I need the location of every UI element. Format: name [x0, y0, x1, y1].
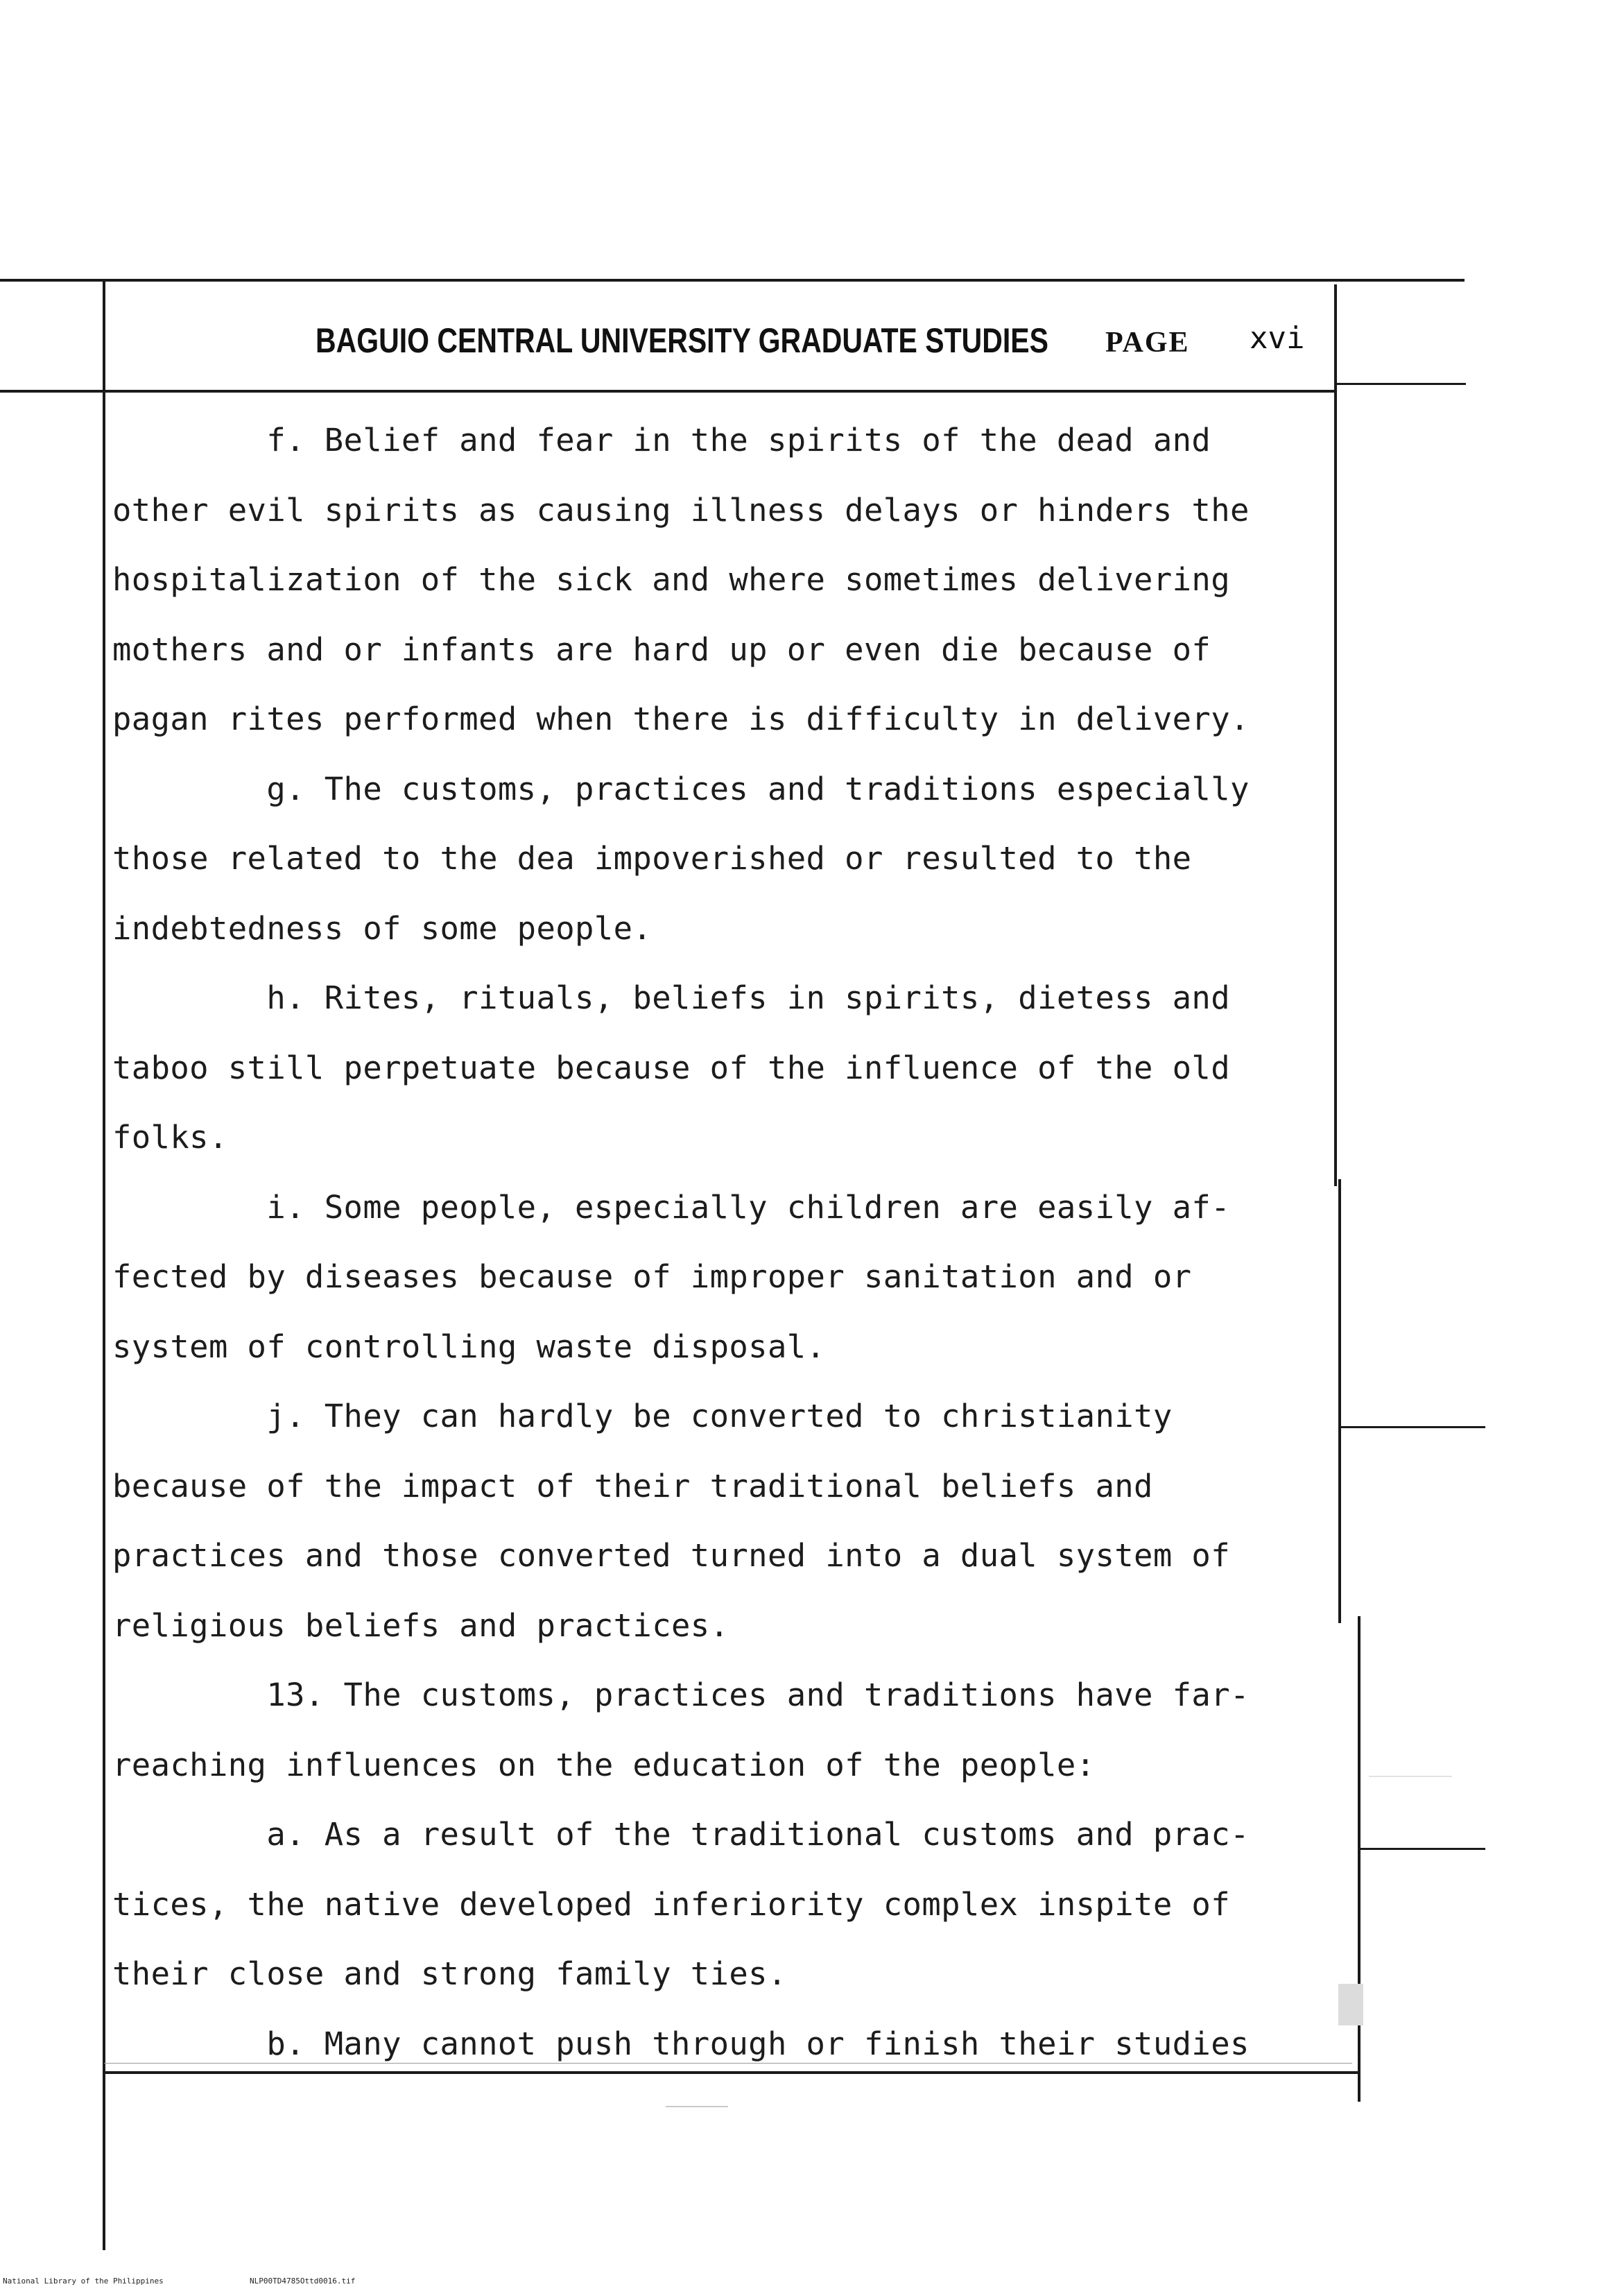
footer-source-label: National Library of the Philippines: [3, 2277, 164, 2286]
scan-speck: [1338, 1984, 1363, 2025]
text-line: tices, the native developed inferiority complex inspite of: [112, 1885, 1231, 1923]
left-margin-rule: [103, 280, 105, 2250]
header-right-rule: [1337, 383, 1466, 385]
text-line: a. As a result of the traditional customs and prac-: [112, 1816, 1250, 1853]
right-margin-rule-upper: [1334, 284, 1337, 1186]
page-number: xvi: [1250, 320, 1305, 356]
right-side-rule-2: [1359, 1848, 1485, 1850]
text-line: taboo still perpetuate because of the influence of the old: [112, 1049, 1231, 1086]
text-line: j. They can hardly be converted to christianity: [112, 1398, 1173, 1434]
right-margin-rule-middle: [1338, 1179, 1341, 1623]
top-rule: [0, 279, 1465, 282]
header-bottom-rule: [0, 390, 1337, 393]
text-line: because of the impact of their traditional beliefs and: [112, 1467, 1153, 1504]
text-line: i. Some people, especially children are easily af-: [112, 1188, 1231, 1226]
text-line: 13. The customs, practices and traditions have far-: [112, 1677, 1250, 1713]
text-line: f. Belief and fear in the spirits of the dead and: [112, 422, 1211, 458]
page-label: PAGE: [1105, 327, 1190, 359]
scan-speck: [666, 2106, 728, 2107]
right-margin-rule-lower: [1358, 1616, 1360, 2102]
footer-file-name: NLP00TD4785Ottd0016.tif: [250, 2277, 356, 2286]
text-line: pagan rites performed when there is difficulty in delivery.: [112, 701, 1250, 737]
text-line: religious beliefs and practices.: [112, 1606, 729, 1644]
text-line: hospitalization of the sick and where sometimes delivering: [112, 561, 1231, 598]
text-line: those related to the dea impoverished or resulted to the: [112, 840, 1192, 877]
text-line: mothers and or infants are hard up or even die because of: [112, 631, 1211, 668]
text-line: system of controlling waste disposal.: [112, 1328, 826, 1365]
text-line: h. Rites, rituals, beliefs in spirits, dietess and: [112, 979, 1231, 1016]
text-line: reaching influences on the education of the people:: [112, 1746, 1096, 1783]
text-line: their close and strong family ties.: [112, 1955, 787, 1992]
scan-speck: [1369, 1776, 1452, 1777]
text-line: b. Many cannot push through or finish their studies: [112, 2025, 1250, 2062]
university-header-title: BAGUIO CENTRAL UNIVERSITY GRADUATE STUDIES: [316, 321, 1048, 360]
text-line: other evil spirits as causing illness delays or hinders the: [112, 491, 1250, 529]
right-side-rule-1: [1338, 1426, 1485, 1428]
text-line: practices and those converted turned into a dual system of: [112, 1537, 1231, 1574]
text-line: folks.: [112, 1119, 228, 1156]
body-text: [112, 406, 1333, 2079]
text-line: fected by diseases because of improper sanitation and or: [112, 1258, 1192, 1295]
text-line: indebtedness of some people.: [112, 909, 653, 947]
text-line: g. The customs, practices and traditions especially: [112, 770, 1250, 807]
